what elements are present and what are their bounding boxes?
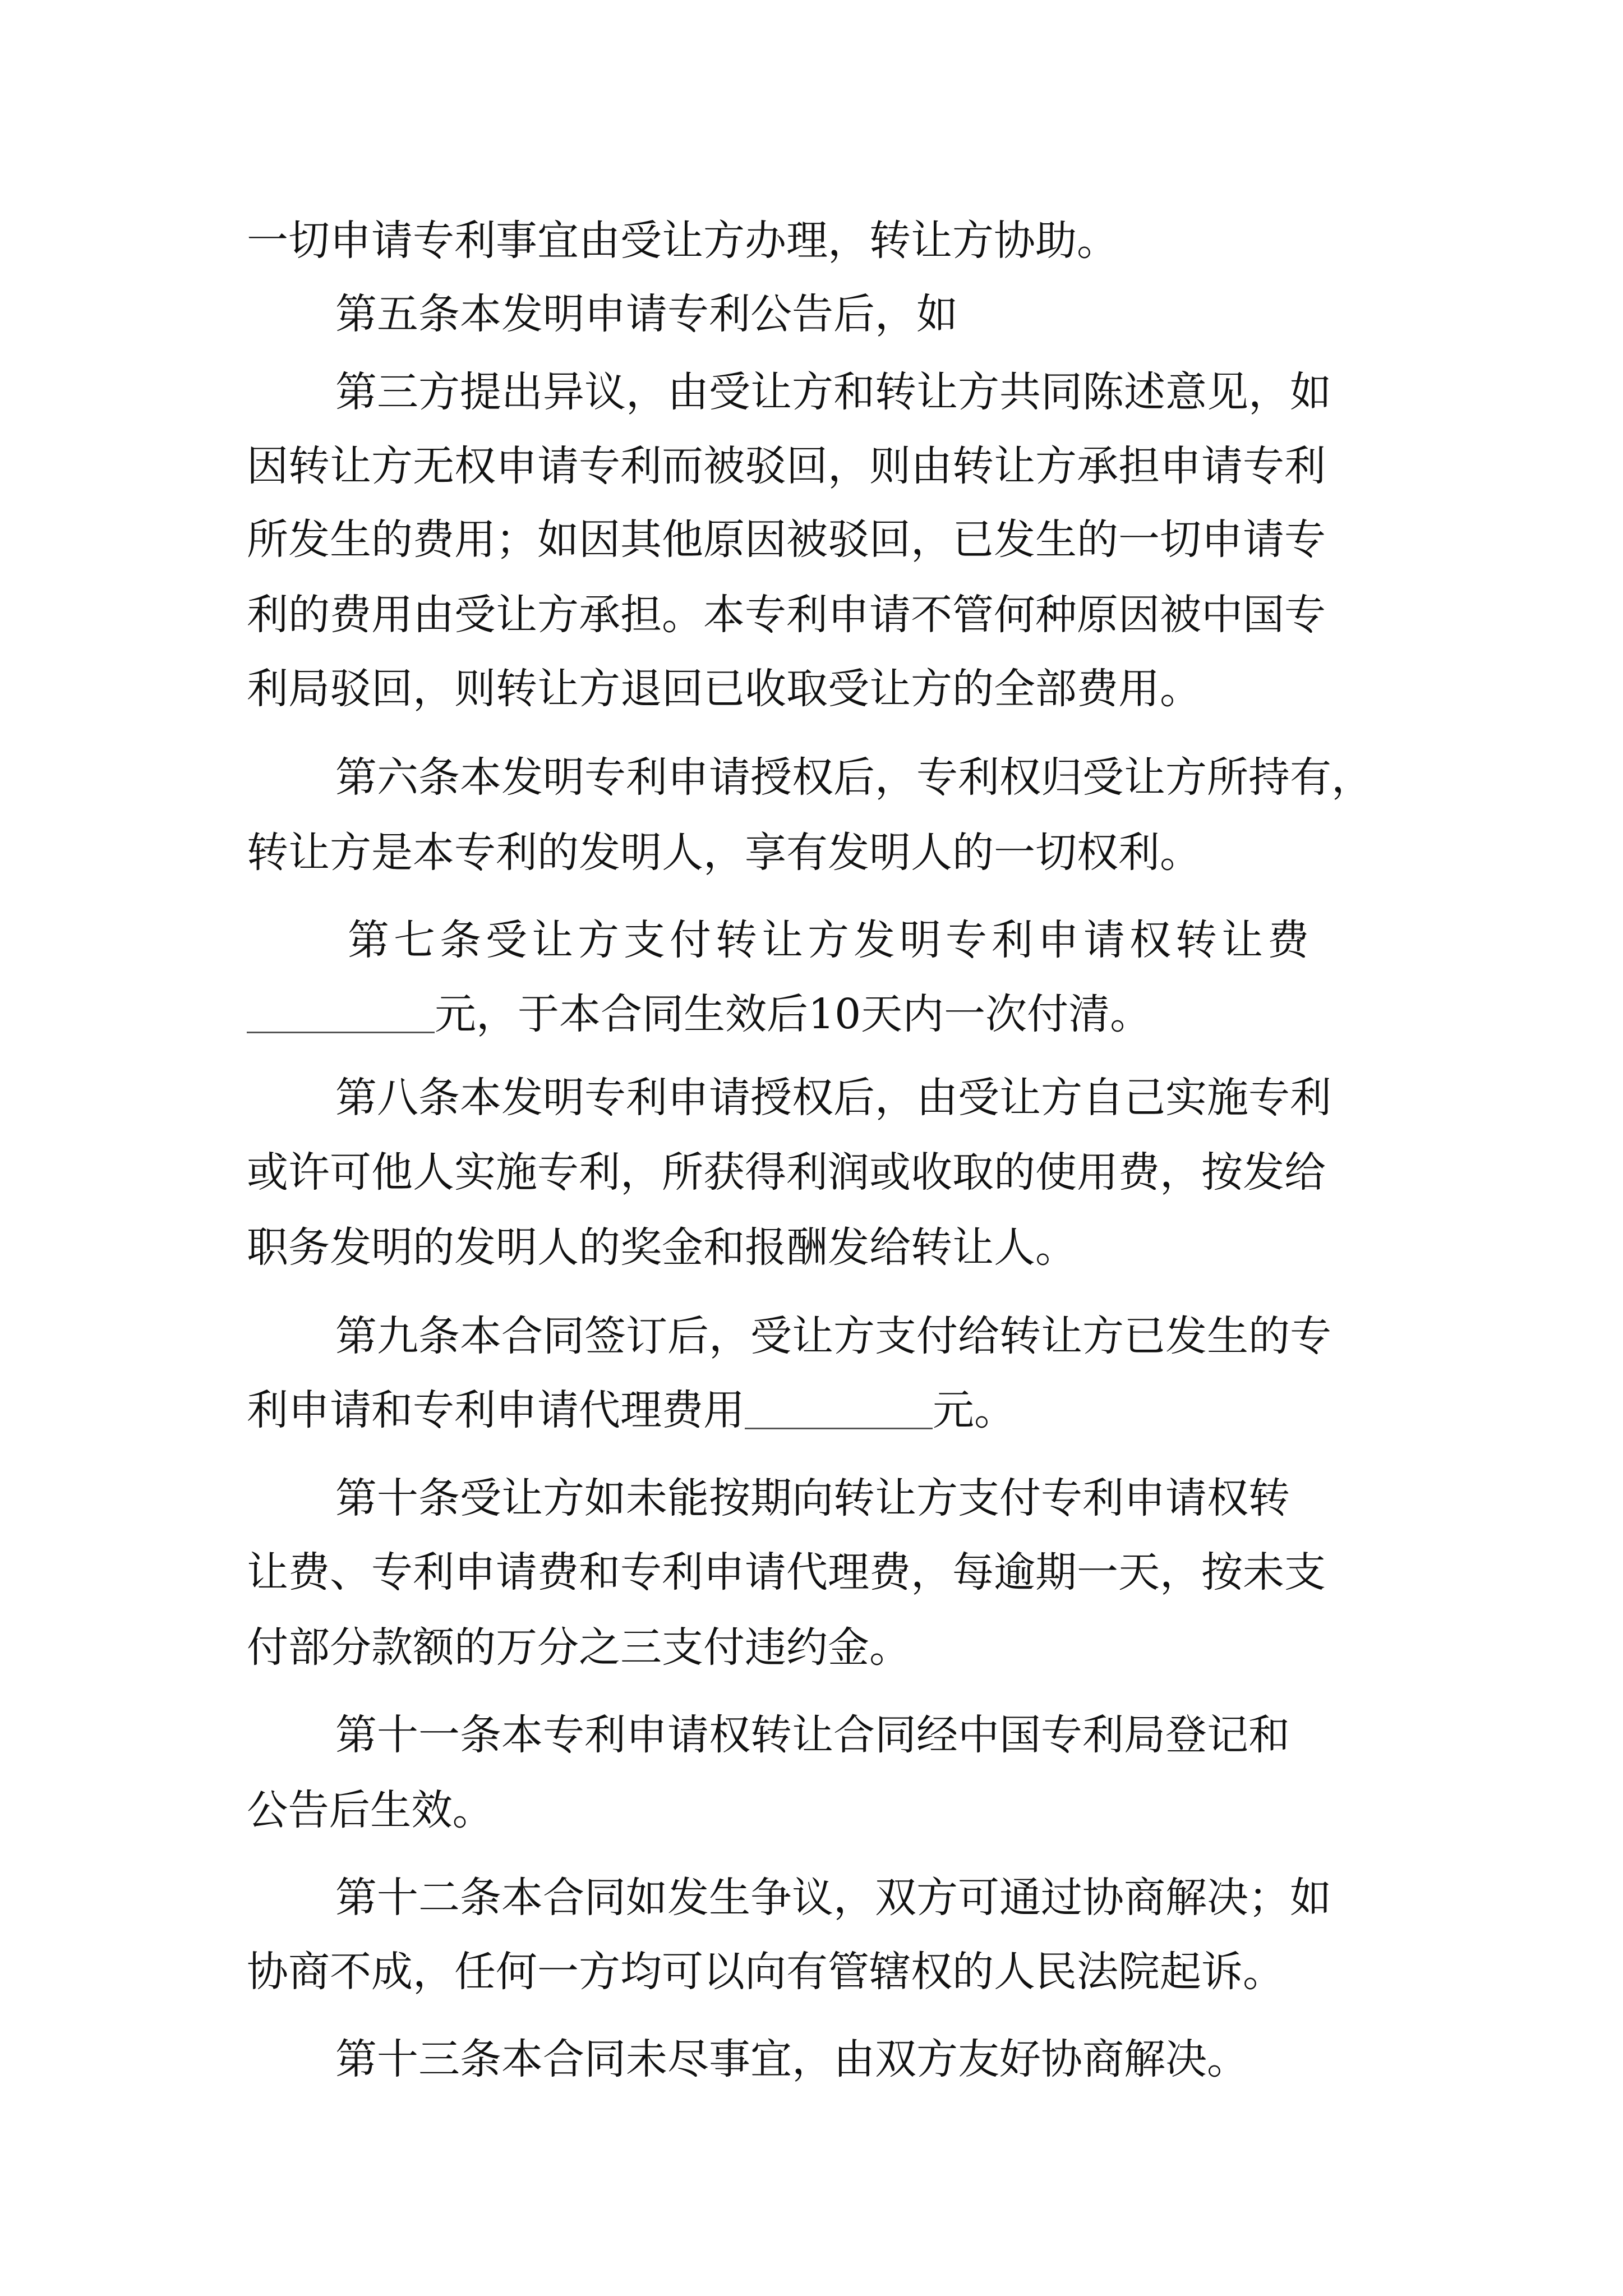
text-line: 利局驳回，则转让方退回已收取受让方的全部费用。 [247,665,1201,713]
article-10: 第十条受让方如未能按期向转让方支付专利申请权转 [335,1474,1290,1522]
amount-blank [247,978,435,1033]
text-line: 转让方是本专利的发明人，享有发明人的一切权利。 [247,829,1201,877]
text-line: 职务发明的发明人的奖金和报酬发给转让人。 [247,1223,1077,1272]
text-line: 利的费用由受让方承担。本专利申请不管何种原因被中国专 [247,591,1326,639]
text-line: 一切申请专利事宜由受让方办理，转让方协助。 [247,217,1118,265]
payment-line [247,978,1200,1051]
article-13: 第十三条本合同未尽事宜，由双方友好协商解决。 [335,2035,1248,2083]
text-line: 或许可他人实施专利，所获得利润或收取的使用费，按发给 [247,1148,1326,1197]
fee-unit: 元。 [933,1386,1016,1434]
text-line: 第三方提出异议，由受让方和转让方共同陈述意见，如 [335,368,1331,416]
fee-blank [745,1374,933,1429]
article-12: 第十二条本合同如发生争议，双方可通过协商解决；如 [335,1874,1331,1922]
text-line: 所发生的费用；如因其他原因被驳回，已发生的一切申请专 [247,516,1326,564]
fee-line [247,1374,1144,1447]
article-9: 第九条本合同签订后，受让方支付给转让方已发生的专 [335,1312,1331,1360]
article-5-heading: 第五条本发明申请专利公告后，如 [335,290,958,338]
payment-text: 元，于本合同生效后10天内一次付清。 [435,990,1152,1038]
text-line: 公告后生效。 [247,1786,494,1834]
text-line: 让费、专利申请费和专利申请代理费，每逾期一天，按未支 [247,1548,1326,1596]
article-11: 第十一条本专利申请权转让合同经中国专利局登记和 [335,1711,1290,1759]
text-line: 因转让方无权申请专利而被驳回，则由转让方承担申请专利 [247,442,1326,490]
fee-text: 利申请和专利申请代理费用 [247,1386,745,1434]
article-8: 第八条本发明专利申请授权后，由受让方自己实施专利 [335,1074,1331,1122]
text-line: 付部分款额的万分之三支付违约金。 [247,1623,911,1672]
article-7: 第七条受让方支付转让方发明专利申请权转让费 [348,916,1313,964]
text-line: 协商不成，任何一方均可以向有管辖权的人民法院起诉。 [247,1948,1284,1996]
article-6: 第六条本发明专利申请授权后，专利权归受让方所持有， [335,753,1373,802]
